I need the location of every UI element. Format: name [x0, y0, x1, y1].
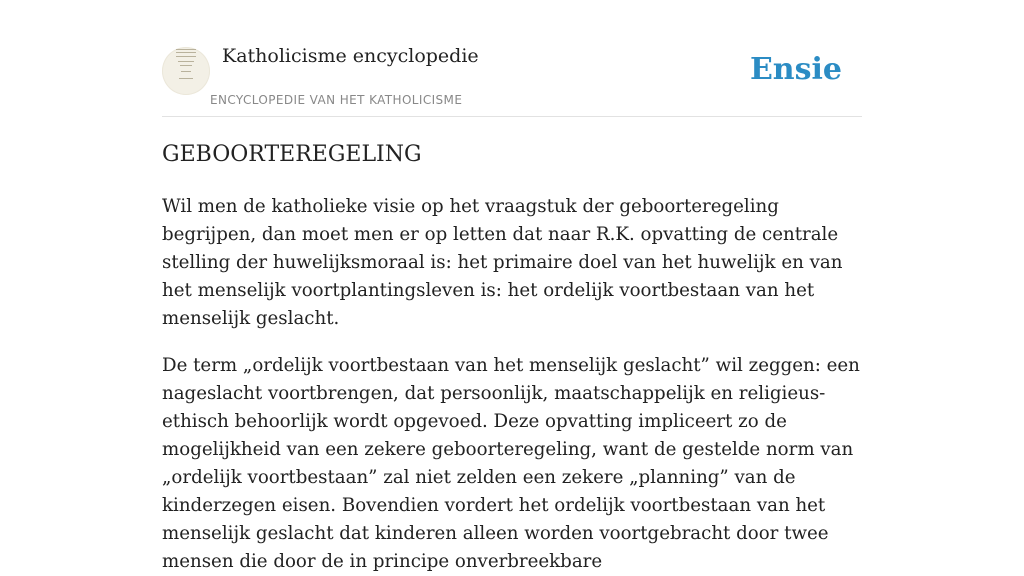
article-paragraph: Wil men de katholieke visie op het vraagstuk der geboorteregeling begrijpen, dan moet men er op letten dat naar R.K. opvatting de centrale stelling der huwelijksmoraal is: het primaire doel van het huwelijk en van het menselijk voortplantingsleven is: het ordelijk voortbestaan van het menselijk geslacht.	[162, 196, 843, 329]
site-title-link[interactable]: Katholicisme encyclopedie	[222, 45, 479, 67]
site-header	[162, 0, 862, 117]
site-subtitle: ENCYCLOPEDIE VAN HET KATHOLICISME	[210, 93, 463, 107]
ensie-logo-link[interactable]: Ensie	[749, 52, 842, 87]
article	[162, 140, 862, 576]
encyclopedia-cover-icon[interactable]	[162, 47, 210, 95]
article-title: GEBOORTEREGELING	[162, 142, 422, 167]
article-paragraph: De term „ordelijk voortbestaan van het menselijk geslacht” wil zeggen: een nageslacht voortbrengen, dat persoonlijk, maatschappelijk en religieus-ethisch behoorlijk wordt opgevoed. Deze opvatting impliceert zo de mogelijkheid van een zekere geboorteregeling, want de gestelde norm van „ordelijk voortbestaan” zal niet zelden een zekere „planning” van de kinderzegen eisen. Bovendien vordert het ordelijk voortbestaan van het menselijk geslacht dat kinderen alleen worden voortgebracht door twee mensen die door de in principe onverbreekbare	[162, 355, 860, 572]
